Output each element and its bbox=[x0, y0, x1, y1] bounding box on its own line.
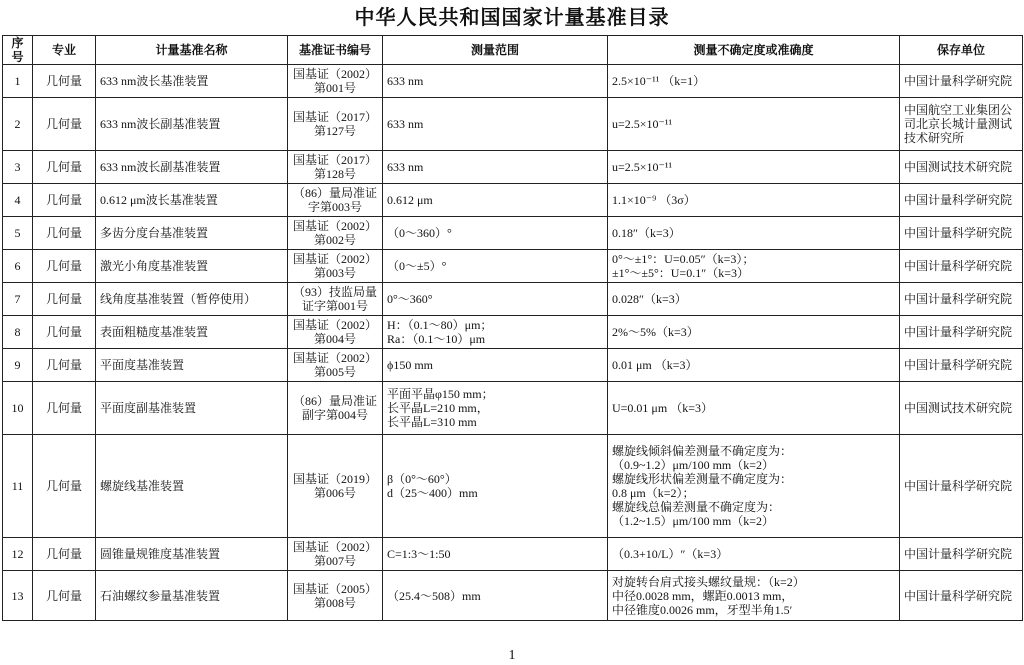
row-discipline: 几何量 bbox=[33, 435, 96, 538]
row-certificate-no: 国基证（2017） 第127号 bbox=[288, 98, 383, 151]
row-discipline: 几何量 bbox=[33, 316, 96, 349]
row-discipline: 几何量 bbox=[33, 151, 96, 184]
document-title: 中华人民共和国国家计量基准目录 bbox=[354, 5, 670, 29]
row-certificate-no: 国基证（2002） 第005号 bbox=[288, 349, 383, 382]
row-discipline: 几何量 bbox=[33, 283, 96, 316]
row-index: 3 bbox=[3, 151, 33, 184]
row-uncertainty: u=2.5×10⁻¹¹ bbox=[608, 98, 900, 151]
row-standard-name: 石油螺纹参量基准装置 bbox=[96, 571, 288, 621]
row-measurement-range: （25.4～508）mm bbox=[383, 571, 608, 621]
row-index: 11 bbox=[3, 435, 33, 538]
table-row bbox=[3, 184, 1023, 217]
row-discipline: 几何量 bbox=[33, 98, 96, 151]
row-custodian: 中国计量科学研究院 bbox=[900, 217, 1023, 250]
row-index: 13 bbox=[3, 571, 33, 621]
table-row bbox=[3, 538, 1023, 571]
table-row bbox=[3, 98, 1023, 151]
row-standard-name: 633 nm波长副基准装置 bbox=[96, 98, 288, 151]
table-row bbox=[3, 250, 1023, 283]
row-certificate-no: （93）技监局量 证字第001号 bbox=[288, 283, 383, 316]
table-header-row bbox=[3, 36, 1023, 65]
row-custodian: 中国计量科学研究院 bbox=[900, 435, 1023, 538]
row-standard-name: 平面度基准装置 bbox=[96, 349, 288, 382]
row-uncertainty: 0°～±1°：U=0.05″（k=3）； ±1°～±5°：U=0.1″（k=3） bbox=[608, 250, 900, 283]
header-index: 序号 bbox=[3, 36, 33, 65]
row-uncertainty: 0.01 μm （k=3） bbox=[608, 349, 900, 382]
row-measurement-range: （0～±5）° bbox=[383, 250, 608, 283]
row-index: 6 bbox=[3, 250, 33, 283]
header-uncertainty: 测量不确定度或准确度 bbox=[608, 36, 900, 65]
row-measurement-range: 633 nm bbox=[383, 98, 608, 151]
header-standard-name: 计量基准名称 bbox=[96, 36, 288, 65]
row-custodian: 中国计量科学研究院 bbox=[900, 316, 1023, 349]
row-certificate-no: 国基证（2002） 第004号 bbox=[288, 316, 383, 349]
row-discipline: 几何量 bbox=[33, 184, 96, 217]
table-row bbox=[3, 435, 1023, 538]
row-index: 5 bbox=[3, 217, 33, 250]
table-row bbox=[3, 571, 1023, 621]
row-discipline: 几何量 bbox=[33, 250, 96, 283]
row-certificate-no: 国基证（2019） 第006号 bbox=[288, 435, 383, 538]
row-measurement-range: H：（0.1～80）μm； Ra：（0.1～10）μm bbox=[383, 316, 608, 349]
row-custodian: 中国计量科学研究院 bbox=[900, 283, 1023, 316]
row-certificate-no: （86）量局准证 字第003号 bbox=[288, 184, 383, 217]
row-certificate-no: 国基证（2002） 第007号 bbox=[288, 538, 383, 571]
header-discipline: 专业 bbox=[33, 36, 96, 65]
row-custodian: 中国计量科学研究院 bbox=[900, 65, 1023, 98]
table-row bbox=[3, 382, 1023, 435]
header-certificate-no: 基准证书编号 bbox=[288, 36, 383, 65]
row-custodian: 中国计量科学研究院 bbox=[900, 184, 1023, 217]
header-measurement-range: 测量范围 bbox=[383, 36, 608, 65]
row-standard-name: 激光小角度基准装置 bbox=[96, 250, 288, 283]
row-measurement-range: 0°～360° bbox=[383, 283, 608, 316]
row-index: 4 bbox=[3, 184, 33, 217]
row-standard-name: 圆锥量规锥度基准装置 bbox=[96, 538, 288, 571]
row-index: 12 bbox=[3, 538, 33, 571]
row-uncertainty: u=2.5×10⁻¹¹ bbox=[608, 151, 900, 184]
row-uncertainty: 对旋转台肩式接头螺纹量规：（k=2） 中径0.0028 mm，螺距0.0013 mm， 中径锥度0.0026 mm，牙型半角1.5′ bbox=[608, 571, 900, 621]
row-index: 9 bbox=[3, 349, 33, 382]
table-row bbox=[3, 349, 1023, 382]
row-discipline: 几何量 bbox=[33, 382, 96, 435]
row-discipline: 几何量 bbox=[33, 349, 96, 382]
page-number: 1 bbox=[508, 648, 516, 663]
row-uncertainty: 0.028″（k=3） bbox=[608, 283, 900, 316]
row-measurement-range: C=1:3～1:50 bbox=[383, 538, 608, 571]
row-standard-name: 螺旋线基准装置 bbox=[96, 435, 288, 538]
row-discipline: 几何量 bbox=[33, 571, 96, 621]
header-custodian: 保存单位 bbox=[900, 36, 1023, 65]
row-discipline: 几何量 bbox=[33, 65, 96, 98]
row-certificate-no: 国基证（2002） 第003号 bbox=[288, 250, 383, 283]
row-custodian: 中国航空工业集团公 司北京长城计量测试 技术研究所 bbox=[900, 98, 1023, 151]
row-measurement-range: β（0°～60°） d（25～400）mm bbox=[383, 435, 608, 538]
row-uncertainty: 2.5×10⁻¹¹ （k=1） bbox=[608, 65, 900, 98]
row-index: 10 bbox=[3, 382, 33, 435]
row-standard-name: 0.612 μm波长基准装置 bbox=[96, 184, 288, 217]
row-custodian: 中国计量科学研究院 bbox=[900, 538, 1023, 571]
row-custodian: 中国测试技术研究院 bbox=[900, 151, 1023, 184]
row-index: 8 bbox=[3, 316, 33, 349]
row-uncertainty: 1.1×10⁻⁹ （3σ） bbox=[608, 184, 900, 217]
table-row bbox=[3, 217, 1023, 250]
row-discipline: 几何量 bbox=[33, 538, 96, 571]
row-discipline: 几何量 bbox=[33, 217, 96, 250]
row-certificate-no: 国基证（2005） 第008号 bbox=[288, 571, 383, 621]
row-standard-name: 线角度基准装置（暂停使用） bbox=[96, 283, 288, 316]
row-certificate-no: 国基证（2017） 第128号 bbox=[288, 151, 383, 184]
row-standard-name: 633 nm波长基准装置 bbox=[96, 65, 288, 98]
table-row bbox=[3, 65, 1023, 98]
row-custodian: 中国测试技术研究院 bbox=[900, 382, 1023, 435]
row-custodian: 中国计量科学研究院 bbox=[900, 571, 1023, 621]
table-row bbox=[3, 151, 1023, 184]
row-certificate-no: 国基证（2002） 第001号 bbox=[288, 65, 383, 98]
row-measurement-range: ϕ150 mm bbox=[383, 349, 608, 382]
row-custodian: 中国计量科学研究院 bbox=[900, 349, 1023, 382]
table-row bbox=[3, 283, 1023, 316]
row-certificate-no: （86）量局准证 副字第004号 bbox=[288, 382, 383, 435]
row-measurement-range: （0～360）° bbox=[383, 217, 608, 250]
standards-table bbox=[2, 35, 1023, 621]
row-standard-name: 多齿分度台基准装置 bbox=[96, 217, 288, 250]
row-measurement-range: 633 nm bbox=[383, 151, 608, 184]
row-index: 1 bbox=[3, 65, 33, 98]
row-measurement-range: 633 nm bbox=[383, 65, 608, 98]
row-index: 2 bbox=[3, 98, 33, 151]
row-uncertainty: 0.18″（k=3） bbox=[608, 217, 900, 250]
row-uncertainty: 2%～5%（k=3） bbox=[608, 316, 900, 349]
row-certificate-no: 国基证（2002） 第002号 bbox=[288, 217, 383, 250]
row-custodian: 中国计量科学研究院 bbox=[900, 250, 1023, 283]
row-uncertainty: U=0.01 μm （k=3） bbox=[608, 382, 900, 435]
row-measurement-range: 0.612 μm bbox=[383, 184, 608, 217]
row-standard-name: 平面度副基准装置 bbox=[96, 382, 288, 435]
row-uncertainty: （0.3+10/L）″（k=3） bbox=[608, 538, 900, 571]
row-standard-name: 表面粗糙度基准装置 bbox=[96, 316, 288, 349]
row-index: 7 bbox=[3, 283, 33, 316]
row-standard-name: 633 nm波长副基准装置 bbox=[96, 151, 288, 184]
table-row bbox=[3, 316, 1023, 349]
row-uncertainty: 螺旋线倾斜偏差测量不确定度为： （0.9~1.2）μm/100 mm（k=2） 螺旋线形状偏差测量不确定度为： 0.8 μm（k=2）； 螺旋线总偏差测量不确定度为： （1.2~1.5）μm/100 mm（k=2） bbox=[608, 435, 900, 538]
row-measurement-range: 平面平晶φ150 mm； 长平晶L=210 mm， 长平晶L=310 mm bbox=[383, 382, 608, 435]
